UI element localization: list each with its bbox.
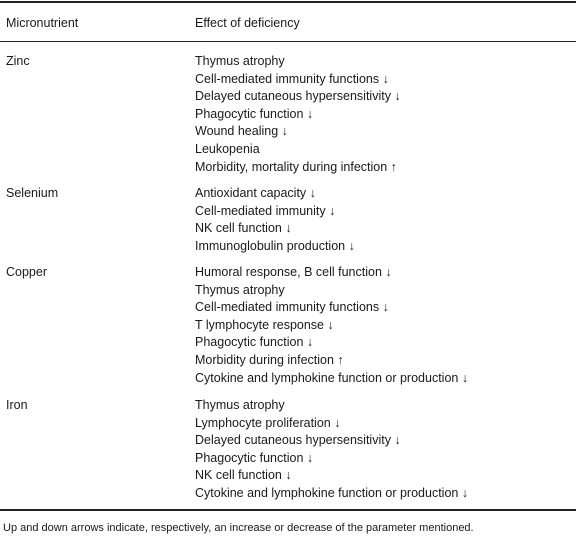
effect-list (195, 264, 468, 387)
effect-item: Thymus atrophy (195, 398, 285, 412)
effect-item: Phagocytic function ↓ (195, 450, 314, 465)
effect-item: Antioxidant capacity ↓ (195, 186, 316, 200)
header-rule (0, 41, 576, 42)
effect-item: Immunoglobulin production ↓ (195, 238, 355, 253)
effect-item: T lymphocyte response ↓ (195, 317, 334, 332)
column-header-micronutrient: Micronutrient (6, 16, 79, 30)
effect-item: Humoral response, B cell function ↓ (195, 265, 392, 279)
table-bottom-rule (0, 509, 576, 511)
effect-item: Phagocytic function ↓ (195, 335, 314, 350)
effect-item: Cytokine and lymphokine function or production ↓ (195, 370, 469, 385)
effect-item: Cell-mediated immunity ↓ (195, 203, 336, 218)
table-top-rule (0, 1, 576, 3)
effect-item: NK cell function ↓ (195, 468, 292, 483)
effect-list (195, 397, 468, 503)
effect-item: Phagocytic function ↓ (195, 106, 314, 121)
effect-item: Delayed cutaneous hypersensitivity ↓ (195, 89, 401, 104)
effect-item: NK cell function ↓ (195, 221, 292, 236)
effect-item: Lymphocyte proliferation ↓ (195, 415, 341, 430)
nutrient-name: Copper (6, 265, 47, 279)
effect-item: Morbidity, mortality during infection ↑ (195, 159, 397, 174)
effect-item: Wound healing ↓ (195, 124, 288, 139)
column-header-effect: Effect of deficiency (195, 16, 300, 30)
effect-item: Morbidity during infection ↑ (195, 352, 344, 367)
effect-item: Cytokine and lymphokine function or production ↓ (195, 485, 469, 500)
nutrient-name: Iron (6, 398, 28, 412)
effect-list (195, 53, 401, 176)
effect-item: Thymus atrophy (195, 54, 285, 68)
effect-item: Cell-mediated immunity functions ↓ (195, 300, 389, 315)
effect-list (195, 185, 355, 255)
effect-item: Thymus atrophy (195, 282, 285, 297)
table-footnote: Up and down arrows indicate, respectively, an increase or decrease of the parameter mentioned. (3, 522, 474, 534)
nutrient-name: Zinc (6, 54, 30, 68)
effect-item: Delayed cutaneous hypersensitivity ↓ (195, 433, 401, 448)
effect-item: Leukopenia (195, 141, 260, 156)
nutrient-name: Selenium (6, 186, 59, 200)
effect-item: Cell-mediated immunity functions ↓ (195, 71, 389, 86)
